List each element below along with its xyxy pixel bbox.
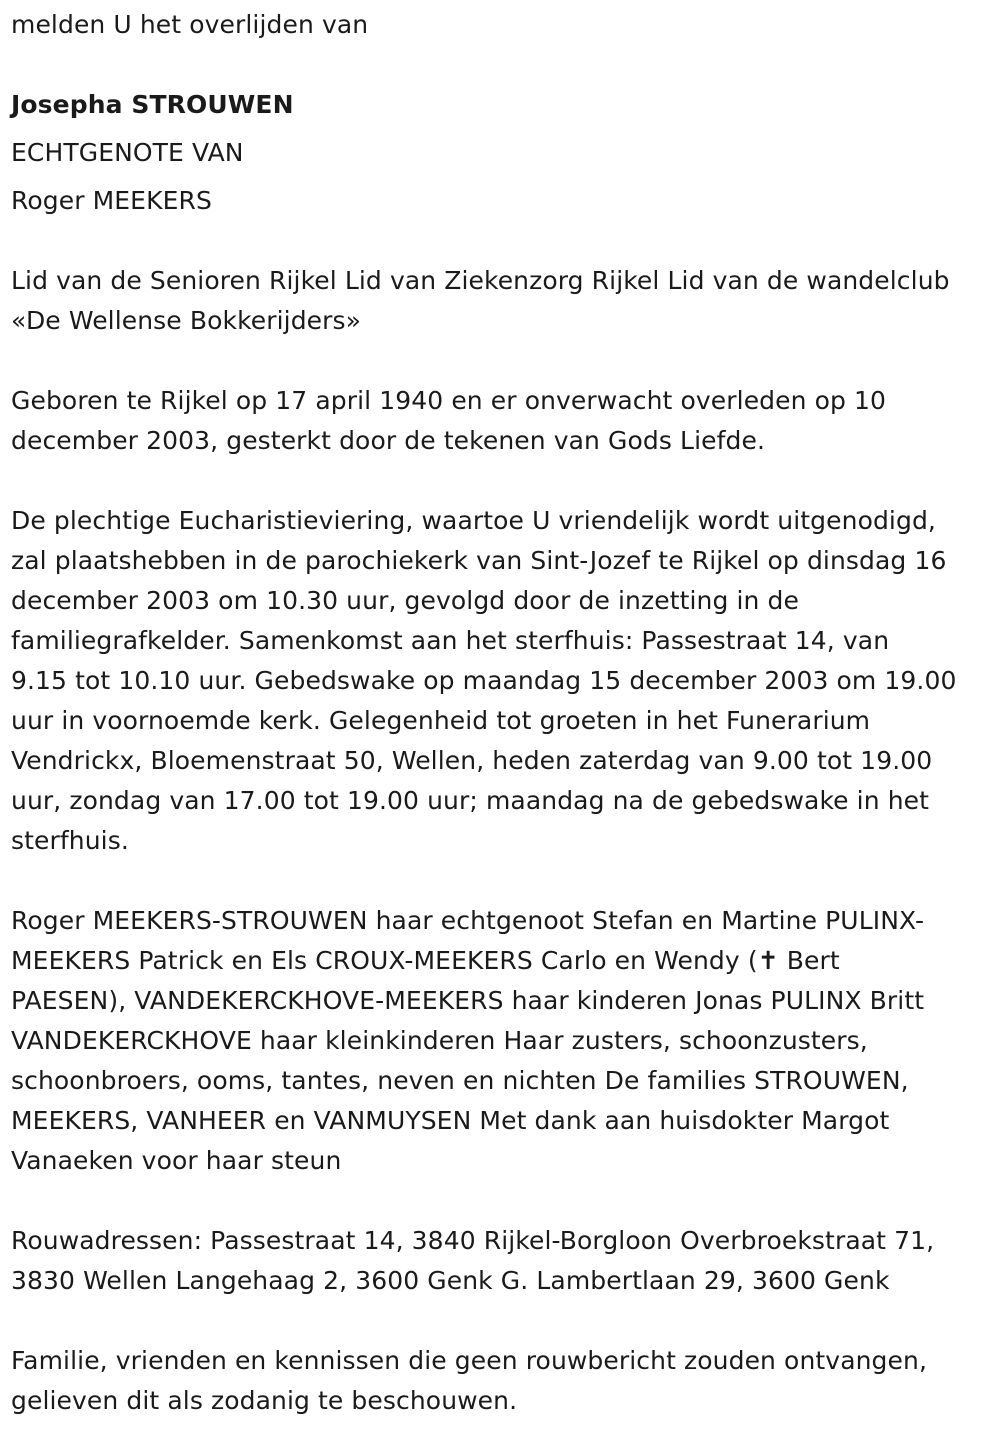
ceremony-line: uur, zondag van 17.00 tot 19.00 uur; maandag na de gebedswake in het [11,786,930,815]
ceremony-line: familiegrafkelder. Samenkomst aan het sterfhuis: Passestraat 14, van [11,626,890,655]
ceremony-line: 9.15 tot 10.10 uur. Gebedswake op maandag 15 december 2003 om 19.00 [11,666,957,695]
addresses-line: 3830 Wellen Langehaag 2, 3600 Genk G. Lambertlaan 29, 3600 Genk [11,1266,890,1295]
memberships-line: Lid van de Senioren Rijkel Lid van Ziekenzorg Rijkel Lid van de wandelclub [11,266,950,295]
ceremony-line: Vendrickx, Bloemenstraat 50, Wellen, heden zaterdag van 9.00 tot 19.00 [11,746,933,775]
family-line: VANDEKERCKHOVE haar kleinkinderen Haar zusters, schoonzusters, [11,1026,868,1055]
ceremony-line: De plechtige Eucharistieviering, waartoe U vriendelijk wordt uitgenodigd, [11,506,936,535]
memberships-line: «De Wellense Bokkerijders» [11,306,362,335]
intro-text: melden U het overlijden van [11,10,369,39]
birth-death-line: december 2003, gesterkt door de tekenen van Gods Liefde. [11,426,766,455]
family-line: MEEKERS Patrick en Els CROUX-MEEKERS Carlo en Wendy (✝ Bert [11,946,840,975]
ceremony-line: december 2003 om 10.30 uur, gevolgd door de inzetting in de [11,586,799,615]
ceremony-line: uur in voornoemde kerk. Gelegenheid tot groeten in het Funerarium [11,706,871,735]
family-line: MEEKERS, VANHEER en VANMUYSEN Met dank aan huisdokter Margot [11,1106,890,1135]
relation-label: ECHTGENOTE VAN [11,138,244,167]
ceremony-line: sterfhuis. [11,826,129,855]
closing-line: Familie, vrienden en kennissen die geen rouwbericht zouden ontvangen, [11,1346,927,1375]
family-line: Roger MEEKERS-STROUWEN haar echtgenoot Stefan en Martine PULINX- [11,906,925,935]
birth-death-line: Geboren te Rijkel op 17 april 1940 en er onverwacht overleden op 10 [11,386,887,415]
family-line: Vanaeken voor haar steun [11,1146,342,1175]
family-line: PAESEN), VANDEKERCKHOVE-MEEKERS haar kinderen Jonas PULINX Britt [11,986,925,1015]
closing-line: gelieven dit als zodanig te beschouwen. [11,1386,518,1415]
spouse-name: Roger MEEKERS [11,186,212,215]
family-line: schoonbroers, ooms, tantes, neven en nichten De families STROUWEN, [11,1066,909,1095]
deceased-name: Josepha STROUWEN [11,90,294,119]
addresses-line: Rouwadressen: Passestraat 14, 3840 Rijkel-Borgloon Overbroekstraat 71, [11,1226,935,1255]
ceremony-line: zal plaatshebben in de parochiekerk van Sint-Jozef te Rijkel op dinsdag 16 [11,546,947,575]
